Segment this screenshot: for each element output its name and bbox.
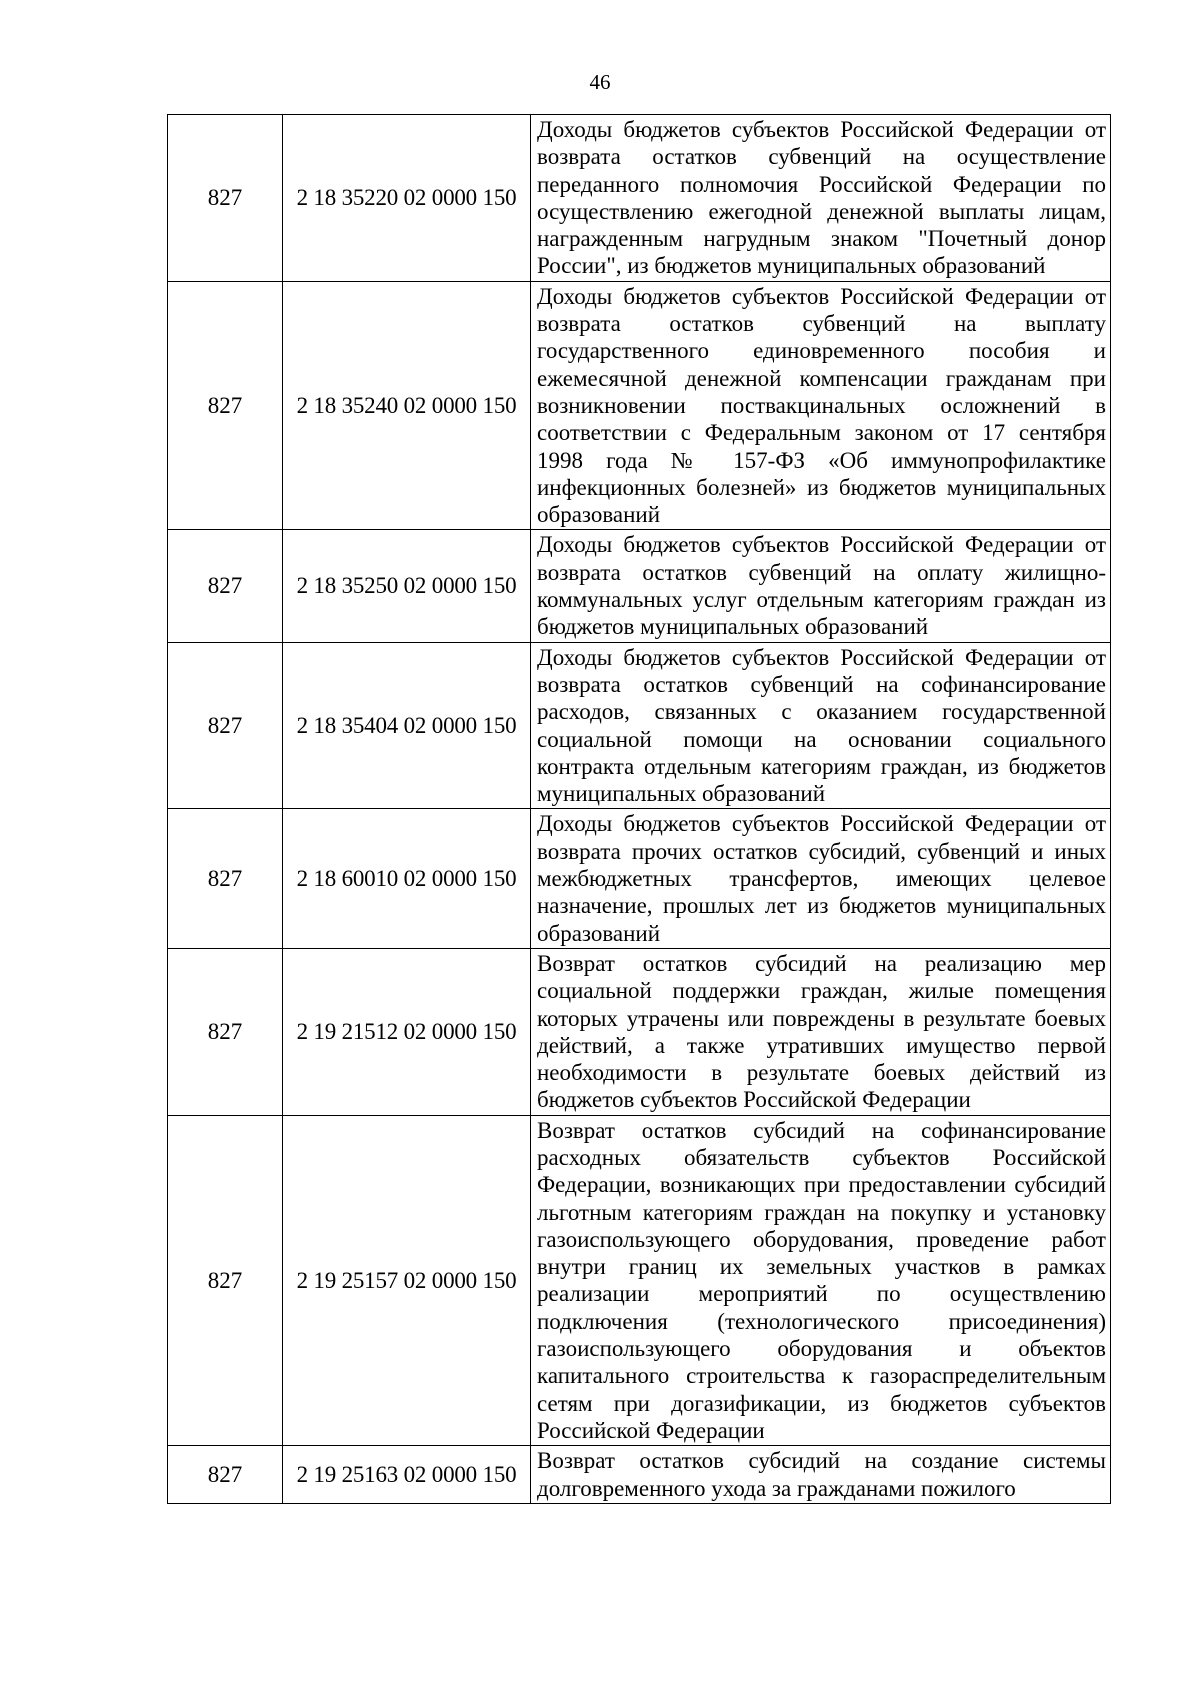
income-name-cell: Доходы бюджетов субъектов Российской Федерации от возврата остатков субвенций на выплату государственного единовременного пособия и ежемесячной денежной компенсации гражданам при возникновении поствакцинальных осложнений в соответствии с Федеральным законом от 17 сентября 1998 года № 157-ФЗ «Об иммунопрофилактике инфекционных болезней» из бюджетов муниципальных образований [531,281,1111,530]
admin-code-cell: 827 [168,115,283,282]
budget-code-cell: 2 18 35220 02 0000 150 [283,115,531,282]
income-name-cell: Доходы бюджетов субъектов Российской Федерации от возврата остатков субвенций на софинансирование расходов, связанных с оказанием государственной социальной помощи на основании социального контракта отдельным категориям граждан, из бюджетов муниципальных образований [531,642,1111,809]
admin-code-cell: 827 [168,948,283,1115]
table-row [168,642,1111,809]
income-name-cell: Доходы бюджетов субъектов Российской Федерации от возврата остатков субвенций на оплату жилищно-коммунальных услуг отдельным категориям граждан из бюджетов муниципальных образований [531,530,1111,642]
income-name-cell: Возврат остатков субсидий на реализацию мер социальной поддержки граждан, жилые помещения которых утрачены или повреждены в результате боевых действий, а также утративших имущество первой необходимости в результате боевых действий из бюджетов субъектов Российской Федерации [531,948,1111,1115]
admin-code-cell: 827 [168,809,283,948]
income-name-cell: Доходы бюджетов субъектов Российской Федерации от возврата остатков субвенций на осуществление переданного полномочия Российской Федерации по осуществлению ежегодной денежной выплаты лицам, награжденным нагрудным знаком "Почетный донор России", из бюджетов муниципальных образований [531,115,1111,282]
table-row [168,809,1111,948]
admin-code-cell: 827 [168,281,283,530]
income-name-cell: Возврат остатков субсидий на софинансирование расходных обязательств субъектов Российской Федерации, возникающих при предоставлении субсидий льготным категориям граждан на покупку и установку газоиспользующего оборудования, проведение работ внутри границ их земельных участков в рамках реализации мероприятий по осуществлению подключения (технологического присоединения) газоиспользующего оборудования и объектов капитального строительства к газораспределительным сетям при догазификации, из бюджетов субъектов Российской Федерации [531,1115,1111,1446]
table-row [168,281,1111,530]
admin-code-cell: 827 [168,642,283,809]
budget-code-cell: 2 18 35404 02 0000 150 [283,642,531,809]
table-row [168,530,1111,642]
income-name-cell: Возврат остатков субсидий на создание системы долговременного ухода за гражданами пожилого [531,1446,1111,1504]
table-row [168,948,1111,1115]
budget-code-cell: 2 19 21512 02 0000 150 [283,948,531,1115]
budget-code-cell: 2 19 25163 02 0000 150 [283,1446,531,1504]
table-row [168,115,1111,282]
admin-code-cell: 827 [168,1446,283,1504]
admin-code-cell: 827 [168,530,283,642]
budget-code-cell: 2 18 35250 02 0000 150 [283,530,531,642]
page-number: 46 [589,70,611,94]
income-name-cell: Доходы бюджетов субъектов Российской Федерации от возврата прочих остатков субсидий, субвенций и иных межбюджетных трансфертов, имеющих целевое назначение, прошлых лет из бюджетов муниципальных образований [531,809,1111,948]
admin-code-cell: 827 [168,1115,283,1446]
table-row [168,1115,1111,1446]
budget-code-cell: 2 18 35240 02 0000 150 [283,281,531,530]
budget-code-cell: 2 19 25157 02 0000 150 [283,1115,531,1446]
budget-code-cell: 2 18 60010 02 0000 150 [283,809,531,948]
budget-codes-table [167,114,1111,1504]
table-row [168,1446,1111,1504]
